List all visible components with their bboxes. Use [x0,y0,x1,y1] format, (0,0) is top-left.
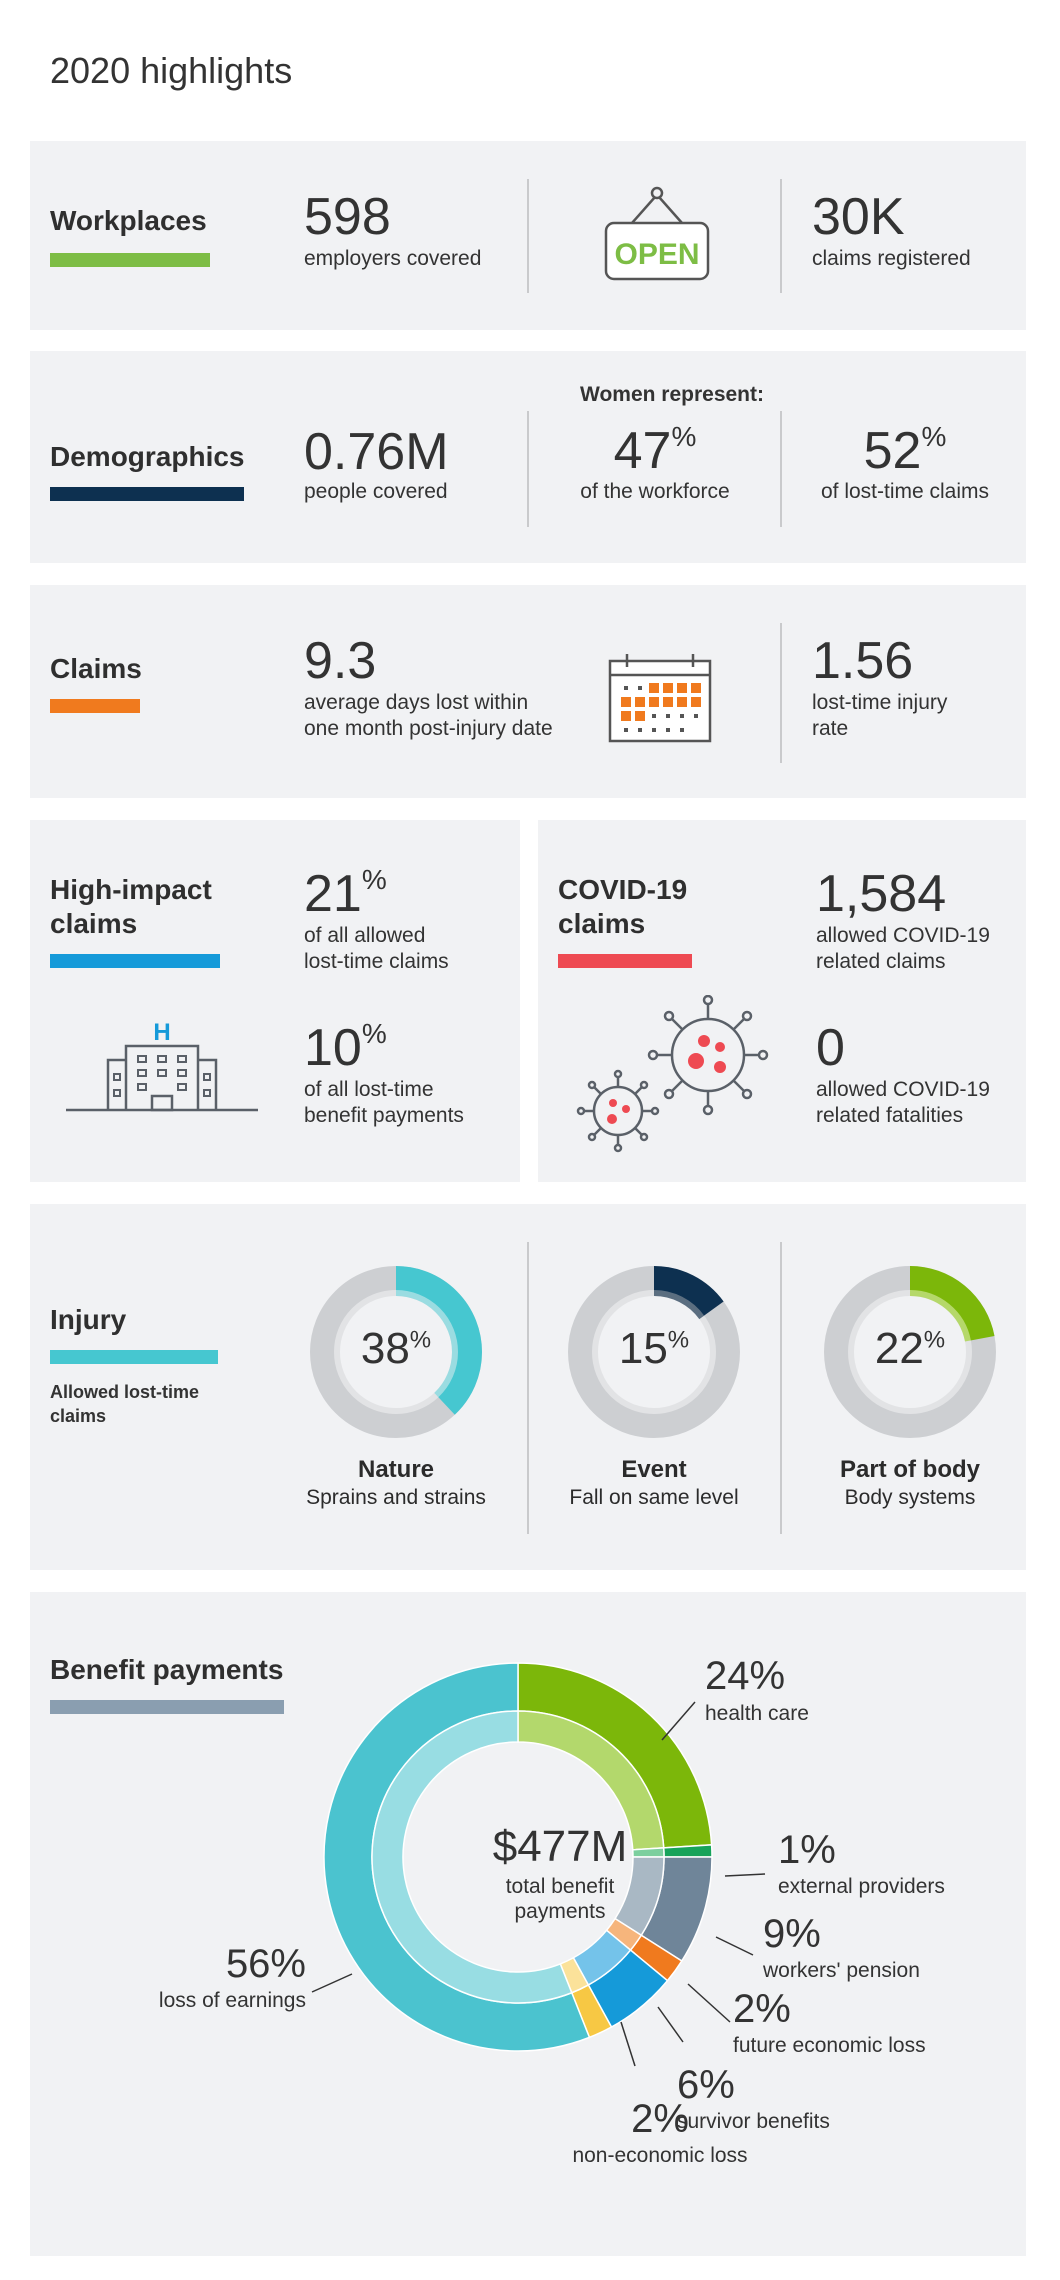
event-donut [568,1266,740,1438]
injury-rate-text-1: lost-time injury [812,691,948,714]
women-heading: Women represent: [580,383,764,406]
allowed-percent: 21% [304,864,387,923]
demographics-card [30,351,1026,563]
body-title: Part of body [839,1456,980,1483]
employers-text: employers covered [304,247,482,270]
open-sign-text: OPEN [614,238,700,271]
days-lost-value: 9.3 [304,632,377,690]
divider [780,623,782,763]
total-value: $477M [492,1822,628,1871]
people-value: 0.76M [304,423,449,481]
label-survivor-pct: 6% [677,2063,735,2107]
claims-registered-text: claims registered [812,247,971,270]
demographics-accent-bar [50,487,244,501]
covid-claims-value: 1,584 [816,865,947,923]
nature-title: Nature [357,1456,435,1483]
label-pension: workers' pension [763,1959,920,1982]
body-percent: 22% [874,1324,946,1373]
leader-health-care [662,1702,695,1740]
claims-card [30,585,1026,798]
days-lost-text-2: one month post-injury date [304,717,553,740]
losttime-percent: 52% [863,421,947,480]
leader-future-economic-loss [688,1984,730,2022]
claims-accent-bar [50,699,140,713]
days-lost-text-1: average days lost within [304,691,529,714]
benefit-text-2: benefit payments [304,1104,464,1127]
workforce-percent: 47% [613,421,697,480]
leader-external-providers [725,1874,765,1876]
label-health-care: health care [705,1702,809,1725]
label-non-economic: non-economic loss [572,2144,748,2167]
injury-sublabel-2: claims [50,1406,107,1426]
high-impact-label-2: claims [50,908,138,939]
event-subtitle: Fall on same level [569,1486,739,1509]
claims-label: Claims [50,653,142,684]
injury-label: Injury [50,1304,127,1335]
label-loss-earnings: loss of earnings [158,1989,306,2012]
injury-rate-text-2: rate [812,717,849,740]
divider [527,411,529,527]
virus-icon [568,995,778,1155]
injury-sublabel-1: Allowed lost-time [50,1382,200,1402]
open-sign-icon [602,185,712,285]
leader-workers-pension [716,1937,753,1955]
workforce-text: of the workforce [580,480,730,503]
people-text: people covered [304,480,448,503]
label-external-pct: 1% [778,1828,836,1872]
event-title: Event [621,1456,687,1483]
divider [527,179,529,293]
page-title: 2020 highlights [50,50,293,91]
covid-claims-text-1: allowed COVID-19 [816,924,990,947]
leader-non-economic-loss [621,2022,635,2066]
employers-value: 598 [304,188,391,246]
covid-fatal-text-1: allowed COVID-19 [816,1078,990,1101]
nature-donut [310,1266,482,1438]
event-percent: 15% [618,1324,690,1373]
covid-fatal-value: 0 [816,1019,845,1077]
workplaces-card [30,141,1026,330]
body-subtitle: Body systems [844,1486,976,1509]
injury-rate-value: 1.56 [812,632,914,690]
benefit-text-1: of all lost-time [304,1078,434,1101]
divider [780,411,782,527]
label-pension-pct: 9% [763,1912,821,1956]
label-external: external providers [778,1875,945,1898]
label-health-care-pct: 24% [705,1654,786,1698]
hospital-letter: H [153,1019,171,1046]
demographics-label: Demographics [50,441,245,472]
leader-loss-of-earnings [312,1974,352,1992]
label-future: future economic loss [733,2034,926,2057]
benefit-percent: 10% [304,1018,387,1077]
label-loss-earnings-pct: 56% [225,1942,306,1986]
injury-card [30,1204,1026,1570]
covid-accent-bar [558,954,692,968]
covid-card [538,820,1026,1182]
covid-fatal-text-2: related fatalities [816,1104,964,1127]
total-text-1: total benefit [505,1875,615,1898]
label-future-pct: 2% [733,1987,791,2031]
body-donut [824,1266,996,1438]
allowed-text-2: lost-time claims [304,950,449,973]
covid-label-2: claims [558,908,646,939]
leader-survivor-benefits [658,2007,683,2042]
covid-label-1: COVID-19 [558,874,688,905]
divider [527,1242,529,1534]
divider [780,1242,782,1534]
hospital-icon [64,1018,260,1114]
total-text-2: payments [514,1900,606,1923]
claims-registered-value: 30K [812,188,905,246]
high-impact-accent-bar [50,954,220,968]
workplaces-label: Workplaces [50,205,207,236]
losttime-text: of lost-time claims [820,480,990,503]
calendar-icon [607,653,713,743]
allowed-text-1: of all allowed [304,924,426,947]
high-impact-label-1: High-impact [50,874,212,905]
high-impact-card [30,820,520,1182]
benefit-card [30,1592,1026,2256]
nature-subtitle: Sprains and strains [306,1486,486,1509]
benefit-label: Benefit payments [50,1654,284,1685]
divider [780,179,782,293]
label-survivor: survivor benefits [677,2110,830,2133]
nature-percent: 38% [360,1324,432,1373]
covid-claims-text-2: related claims [816,950,946,973]
injury-accent-bar [50,1350,218,1364]
label-non-economic-pct: 2% [631,2097,689,2141]
workplaces-accent-bar [50,253,210,267]
